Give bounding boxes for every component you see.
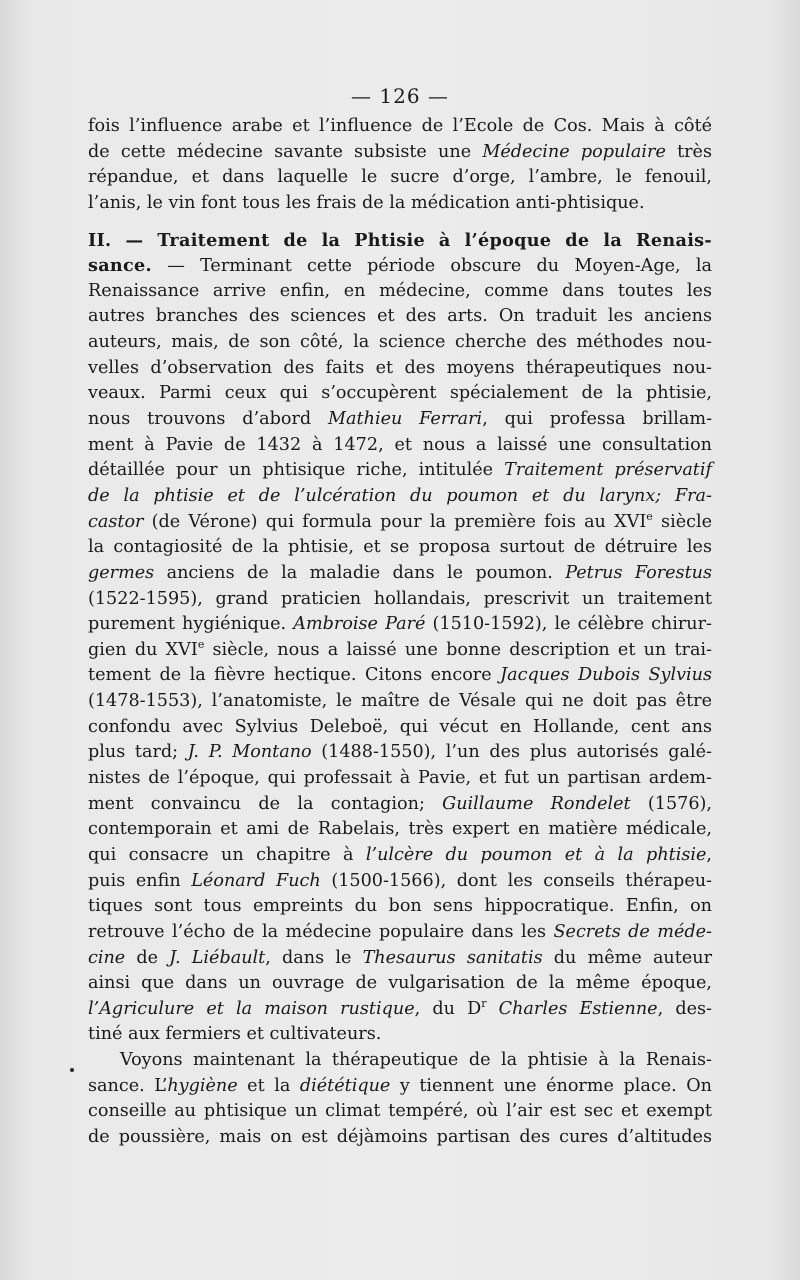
text-run: nistes de l’époque, qui professait à Pavie, et fut un partisan ardem- [88,768,712,789]
text-run: (de Vérone) qui formula pour la première fois au XVI [143,511,647,532]
text-line [88,114,712,140]
italic-text: Mathieu Ferrari [328,409,483,430]
text-run: , dans le [265,947,363,968]
text-line [88,740,712,766]
text-run: ainsi que dans un ouvrage de vulgarisation de la même époque, [88,973,712,994]
text-run: (1576), [630,793,712,814]
text-run: plus tard; [88,742,188,763]
heading-text: sance. [88,255,152,277]
text-run: Voyons maintenant la thérapeutique de la phtisie à la Renais- [120,1050,712,1071]
text-run [486,999,498,1019]
italic-text: Jacques Dubois Sylvius [500,665,713,686]
superscript: e [197,637,205,651]
text-run: autres branches des sciences et des arts. On traduit les anciens [88,306,712,327]
text-run: (1478-1553), l’anatomiste, le maître de Vésale qui ne doit pas être [88,691,712,712]
italic-text: Traitement préservatif [504,460,713,481]
text-line [88,612,712,638]
text-line [88,689,712,715]
text-line [88,561,712,587]
text-line [88,971,712,997]
margin-speck [70,1068,74,1072]
text-line [88,381,712,407]
text-run: nous trouvons d’abord [88,409,329,430]
text-run: veaux. Parmi ceux qui s’occupèrent spécialement de la phtisie, [88,383,712,404]
italic-text: hygiène [167,1075,238,1096]
italic-text: cine [88,947,126,968]
text-line [88,191,712,217]
text-run: tiné aux fermiers et cultivateurs. [88,1024,382,1045]
text-line [88,766,712,792]
italic-text: diététique [299,1075,391,1096]
italic-text: de la phtisie et de l’ulcération du poumon et du larynx; Fra- [88,485,712,506]
italic-text: J. P. Montano [187,742,312,763]
superscript: r [481,996,487,1010]
text-run: , qui professa brillam- [482,409,713,430]
text-run: ment convaincu de la contagion; [88,793,443,814]
text-run: tement de la fièvre hectique. Citons encore [88,665,501,686]
italic-text: l’ulcère du poumon et à la phtisie [365,844,707,865]
text-run: gien du XVI [88,639,198,660]
text-run: (1500-1566), dont les conseils thérapeu- [320,870,713,891]
italic-text: Ambroise Paré [293,614,426,635]
text-line [88,587,712,613]
text-run: de [125,947,170,968]
text-run: retrouve l’écho de la médecine populaire dans les [88,921,554,942]
text-run: (1488-1550), l’un des plus autorisés galé- [311,742,712,763]
text-run: du même auteur [542,947,712,968]
text-run: confondu avec Sylvius Deleboë, qui vécut en Hollande, cent ans [88,716,712,737]
text-line [88,433,712,459]
text-run: de poussière, mais on est déjàmoins partisan des cures d’altitudes [88,1126,712,1147]
text-line [88,330,712,356]
text-run: (1510-1592), le célèbre chirur- [425,614,712,635]
text-run: contemporain et ami de Rabelais, très expert en matière médicale, [88,819,712,840]
italic-text: Secrets de méde- [553,921,712,942]
text-run: répandue, et dans laquelle le sucre d’orge, l’ambre, le fenouil, [88,167,712,188]
text-run: velles d’observation des faits et des moyens thérapeutiques nou- [88,357,712,378]
text-line [88,792,712,818]
text-run: de cette médecine savante subsiste une [88,141,483,162]
text-line [88,228,712,254]
text-run: (1522-1595), grand praticien hollandais, prescrivit un traitement [88,588,712,609]
text-line [88,535,712,561]
text-line [88,843,712,869]
italic-text: Charles Estienne [498,998,658,1019]
text-run: fois l’influence arabe et l’influence de l’Ecole de Cos. Mais à côté [88,116,712,136]
text-line [88,458,712,484]
text-line [88,997,712,1023]
text-line [88,638,712,664]
text-line [88,510,712,536]
text-line [88,304,712,330]
superscript: e [646,509,653,523]
italic-text: castor [88,511,144,532]
text-line [88,946,712,972]
text-run: anciens de la maladie dans le poumon. [154,562,566,583]
text-run: ment à Pavie de 1432 à 1472, et nous a laissé une consultation [88,434,712,455]
text-run: , du D [414,998,482,1019]
text-run: Renaissance arrive enfin, en médecine, comme dans toutes les [88,280,712,301]
text-line [88,920,712,946]
text-line [88,165,712,191]
text-run: qui consacre un chapitre à [88,844,366,865]
text-line [88,407,712,433]
body-text [88,114,712,1151]
italic-text: germes [88,562,155,583]
text-run: l’anis, le vin font tous les frais de la médication anti-phtisique. [88,192,645,213]
text-line [88,1022,712,1048]
text-line [88,894,712,920]
text-line [88,869,712,895]
heading-text: II. — Traitement de la Phtisie à l’époque de la Renais- [88,229,712,251]
text-line [88,484,712,510]
text-run: la contagiosité de la phtisie, et se proposa surtout de détruire les [88,537,712,558]
text-run: sance. L’ [88,1075,168,1096]
text-run: conseille au phtisique un climat tempéré, où l’air est sec et exempt [88,1101,712,1122]
text-run: siècle, nous a laissé une bonne description et un trai- [204,639,712,660]
italic-text: J. Liébault [169,947,266,968]
text-run: et la [237,1075,300,1096]
italic-text: Thesaurus sanitatis [362,947,543,968]
text-run: auteurs, mais, de son côté, la science cherche des méthodes nou- [88,332,712,353]
text-line [88,1074,712,1100]
page-number: — 126 — [351,84,449,108]
text-line [88,1048,712,1074]
text-line [88,715,712,741]
text-line [88,140,712,166]
text-run: purement hygiénique. [88,614,294,635]
text-line [88,663,712,689]
text-run: très [665,141,712,162]
text-run: détaillée pour un phtisique riche, intitulée [88,460,505,481]
text-run: siècle [652,511,712,532]
text-line [88,356,712,382]
italic-text: l’Agriculure et la maison rustique [88,998,415,1019]
text-run: y tiennent une énorme place. On [390,1075,712,1096]
text-run: , des- [657,998,712,1019]
text-run: puis enfin [88,870,192,891]
text-line [88,279,712,305]
italic-text: Médecine populaire [482,141,666,162]
italic-text: Léonard Fuch [191,870,321,891]
text-run: — Terminant cette période obscure du Moyen-Age, la [151,256,712,277]
text-line [88,253,712,279]
text-run: tiques sont tous empreints du bon sens hippocratique. Enfin, on [88,896,712,917]
text-line [88,817,712,843]
text-line [88,1099,712,1125]
italic-text: Guillaume Rondelet [442,793,631,814]
italic-text: Petrus Forestus [565,562,712,583]
text-run: , [706,844,713,865]
section-gap [88,217,712,228]
text-line [88,1125,712,1151]
